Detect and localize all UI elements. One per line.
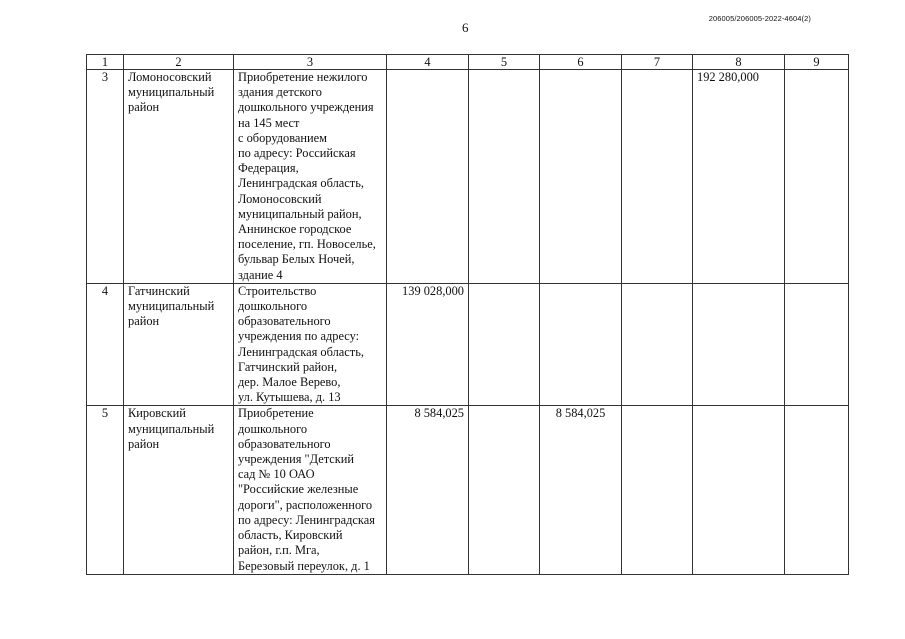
column-header: 3 <box>234 55 387 70</box>
district-name: Кировский муниципальный район <box>128 406 215 451</box>
document-id: 206005/206005-2022-4604(2) <box>708 14 811 23</box>
object-description: Приобретение дошкольного образовательного учреждения "Детский сад № 10 ОАО "Российские железные дороги", расположенного по адресу: Ленинградская область, Кировский район, г.п. Мга, Березовый переулок, д. 1 <box>238 406 375 573</box>
row-number: 5 <box>87 406 124 574</box>
column-header: 4 <box>387 55 469 70</box>
page-number: 6 <box>462 20 469 35</box>
value-cell-col9 <box>785 406 849 574</box>
column-header: 5 <box>469 55 540 70</box>
column-header: 6 <box>540 55 622 70</box>
value-cell-col8: 192 280,000 <box>693 70 785 284</box>
district-name: Гатчинский муниципальный район <box>128 283 215 329</box>
value-cell-col4: 8 584,025 <box>387 406 469 574</box>
value-cell-col9 <box>785 70 849 284</box>
value-cell-col7 <box>622 406 693 574</box>
value-cell-col8 <box>693 406 785 574</box>
value-cell-col9 <box>785 283 849 406</box>
table-header-row <box>87 55 849 70</box>
value-cell-col7 <box>622 70 693 284</box>
object-description: Строительство дошкольного образовательного учреждения по адресу: Ленинградская область, Гатчинский район, дер. Малое Верево, ул. Кутышева, д. 13 <box>238 283 364 405</box>
value-cell-col5 <box>469 283 540 406</box>
description-cell <box>234 406 387 574</box>
object-description: Приобретение нежилого здания детского дошкольного учреждения на 145 мест с оборудованием по адресу: Российская Федерация, Ленинградская область, Ломоносовский муниципальный район, Аннинское городское поселение, гп. Новоселье, бульвар Белых Ночей, здание 4 <box>238 70 376 282</box>
value-cell-col4: 139 028,000 <box>387 283 469 406</box>
description-cell <box>234 70 387 284</box>
value-cell-col6 <box>540 283 622 406</box>
value-cell-col4 <box>387 70 469 284</box>
column-header: 8 <box>693 55 785 70</box>
column-header: 2 <box>124 55 234 70</box>
table-row <box>87 70 849 284</box>
data-table <box>86 54 849 575</box>
description-cell <box>234 283 387 406</box>
district-name: Ломоносовский муниципальный район <box>128 70 215 115</box>
district-cell <box>124 283 234 406</box>
column-header: 7 <box>622 55 693 70</box>
column-header: 9 <box>785 55 849 70</box>
row-number: 3 <box>87 70 124 284</box>
district-cell <box>124 406 234 574</box>
value-cell-col5 <box>469 406 540 574</box>
table-row <box>87 283 849 406</box>
value-cell-col6 <box>540 70 622 284</box>
row-number: 4 <box>87 283 124 406</box>
column-header: 1 <box>87 55 124 70</box>
value-cell-col7 <box>622 283 693 406</box>
value-cell-col6: 8 584,025 <box>540 406 622 574</box>
value-cell-col5 <box>469 70 540 284</box>
table-row <box>87 406 849 574</box>
value-cell-col8 <box>693 283 785 406</box>
district-cell <box>124 70 234 284</box>
